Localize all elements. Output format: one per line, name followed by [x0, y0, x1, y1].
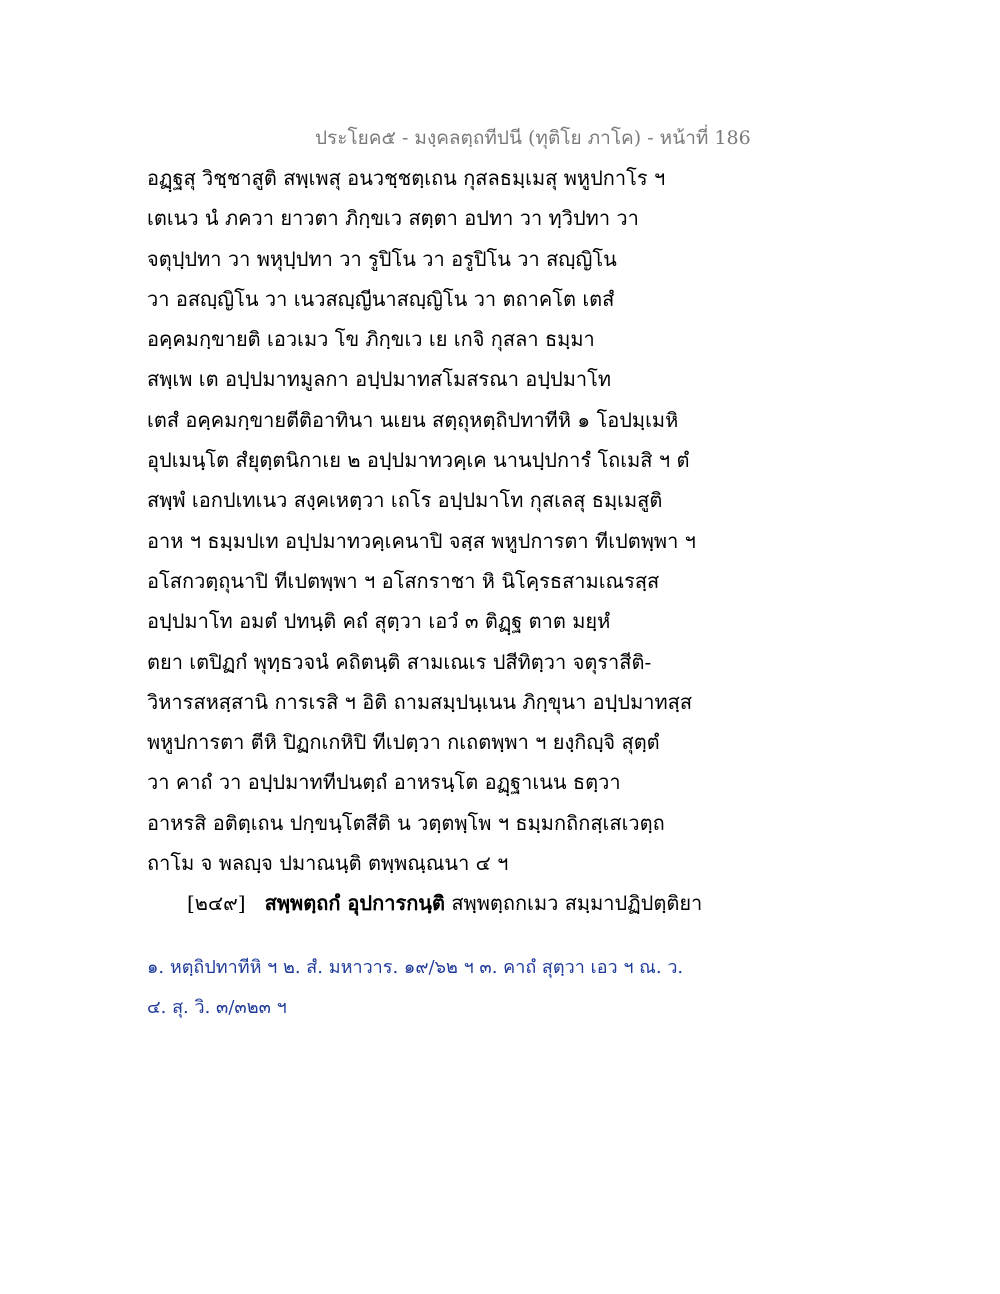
text-line: วิหารสหสฺสานิ การเรสิ ฯ อิติ ถามสมฺปนฺเนน ภิกฺขุนา อปฺปมาทสฺส — [147, 689, 693, 714]
page-header: ประโยค๕ - มงฺคลตฺถทีปนี (ทุติโย ภาโค) - หน้าที่ 186 — [315, 127, 751, 149]
text-line: อาหรสิ อติตฺเถน ปกฺขนฺโตสีติ น วตฺตพฺโพ ฯ ธมฺมกถิกสฺเสเวตฺถ — [147, 810, 665, 835]
footnotes — [147, 948, 747, 1028]
text-line: อคฺคมกฺขายติ เอวเมว โข ภิกฺขเว เย เกจิ กุสลา ธมฺมา — [147, 327, 595, 352]
text-line: เตเนว นํ ภควา ยาวตา ภิกฺขเว สตฺตา อปทา วา ทฺวิปทา วา — [147, 206, 639, 231]
main-text — [147, 158, 727, 924]
paragraph-start — [147, 883, 727, 923]
text-line: ตยา เตปิฏกํ พุทฺธวจนํ คถิตนฺติ สามเณเร ปสีทิตฺวา จตุราสีติ- — [147, 649, 652, 674]
paragraph-heading: สพฺพตฺถกํ อุปการกนฺติ — [264, 891, 445, 916]
paragraph-number: [๒๔๙] — [187, 891, 246, 916]
text-line: สพฺเพ เต อปฺปมาทมูลกา อปฺปมาทสโมสรณา อปฺปมาโท — [147, 367, 612, 392]
text-line: วา คาถํ วา อปฺปมาททีปนตฺถํ อาหรนฺโต อฏฺฐาเนน ธตฺวา — [147, 770, 621, 795]
text-line: อุปเมนฺโต สํยุตฺตนิกาเย ๒ อปฺปมาทวคฺเค นานปฺปการํ โถเมสิ ฯ ตํ — [147, 448, 690, 473]
text-line: อปฺปมาโท อมตํ ปทนฺติ คถํ สุตฺวา เอวํ ๓ ติฏฺฐ ตาต มยฺหํ — [147, 609, 611, 634]
footnote-line: ๑. หตฺถิปทาทีหิ ฯ ๒. สํ. มหาวาร. ๑๙/๖๒ ฯ ๓. คาถํ สุตฺวา เอว ฯ ณ. ว. — [147, 957, 684, 978]
text-line: เตสํ อคฺคมกฺขายตีติอาทินา นเยน สตฺถุหตฺถิปทาทีหิ ๑ โอปมฺเมหิ — [147, 407, 679, 432]
text-line: อาห ฯ ธมฺมปเท อปฺปมาทวคฺเคนาปิ จสฺส พหูปการตา ทีเปตพฺพา ฯ — [147, 528, 696, 553]
paragraph-text: สพฺพตฺถกเมว สมฺมาปฏิปตฺติยา — [451, 891, 703, 916]
text-line: ถาโม จ พลญฺจ ปมาณนฺติ ตพฺพณฺณนา ๔ ฯ — [147, 851, 509, 876]
text-line: จตุปฺปทา วา พหุปฺปทา วา รูปิโน วา อรูปิโน วา สญฺญิโน — [147, 246, 617, 271]
text-line: อโสกวตฺถุนาปิ ทีเปตพฺพา ฯ อโสกราชา หิ นิโคฺรธสามเณรสฺส — [147, 568, 660, 593]
text-line: อฏฺฐสุ วิชฺชาสูติ สพฺเพสุ อนวชฺชตฺเถน กุสลธมฺเมสุ พหูปกาโร ฯ — [147, 166, 666, 190]
text-line: พหูปการตา ตีหิ ปิฏกเกหิปิ ทีเปตฺวา กเถตพฺพา ฯ ยงฺกิญฺจิ สุตฺตํ — [147, 730, 660, 755]
text-line: วา อสญฺญิโน วา เนวสญฺญีนาสญฺญิโน วา ตถาคโต เตสํ — [147, 286, 615, 311]
footnote-line: ๔. สุ. วิ. ๓/๓๒๓ ฯ — [147, 997, 287, 1018]
text-line: สพฺพํ เอกปเทเนว สงฺคเหตฺวา เถโร อปฺปมาโท กุสเลสุ ธมฺเมสูติ — [147, 488, 663, 513]
